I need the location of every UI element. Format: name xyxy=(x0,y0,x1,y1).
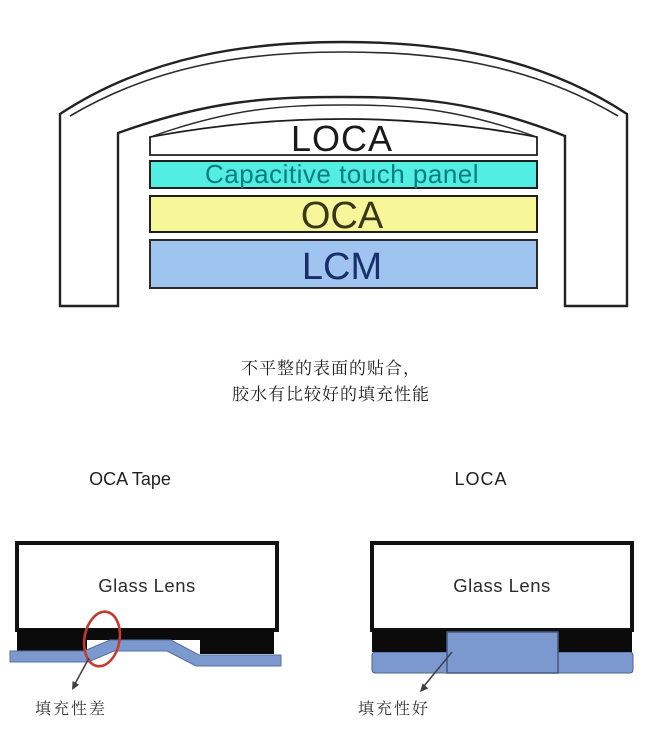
caption-line-1: 不平整的表面的贴合， xyxy=(241,359,421,378)
loca-fill-block xyxy=(447,632,558,673)
ink-block-right xyxy=(200,629,274,654)
glass-lens-label-right: Glass Lens xyxy=(453,575,551,596)
ink-block-left xyxy=(17,629,87,654)
caption-block xyxy=(0,356,662,408)
oca-layer-label: OCA xyxy=(300,195,384,237)
ink-block-left-right-figure xyxy=(372,630,447,652)
ink-block-right-right-figure xyxy=(558,630,632,652)
lcm-layer-label: LCM xyxy=(301,246,383,288)
oca-tape-title: OCA Tape xyxy=(89,469,171,489)
pointer-arrowhead-right xyxy=(420,683,428,692)
touch-panel-layer-label: Capacitive touch panel xyxy=(204,159,480,189)
poor-fill-note: 填充性差 xyxy=(35,701,108,718)
good-fill-note: 填充性好 xyxy=(358,701,431,718)
loca-layer-label: LOCA xyxy=(290,118,394,159)
loca-title: LOCA xyxy=(454,469,508,489)
glass-lens-label-left: Glass Lens xyxy=(98,575,196,596)
lamination-stack-figure xyxy=(0,0,662,348)
caption-line-2: 胶水有比较好的填充性能 xyxy=(232,385,430,404)
fill-comparison-figure xyxy=(0,452,662,752)
